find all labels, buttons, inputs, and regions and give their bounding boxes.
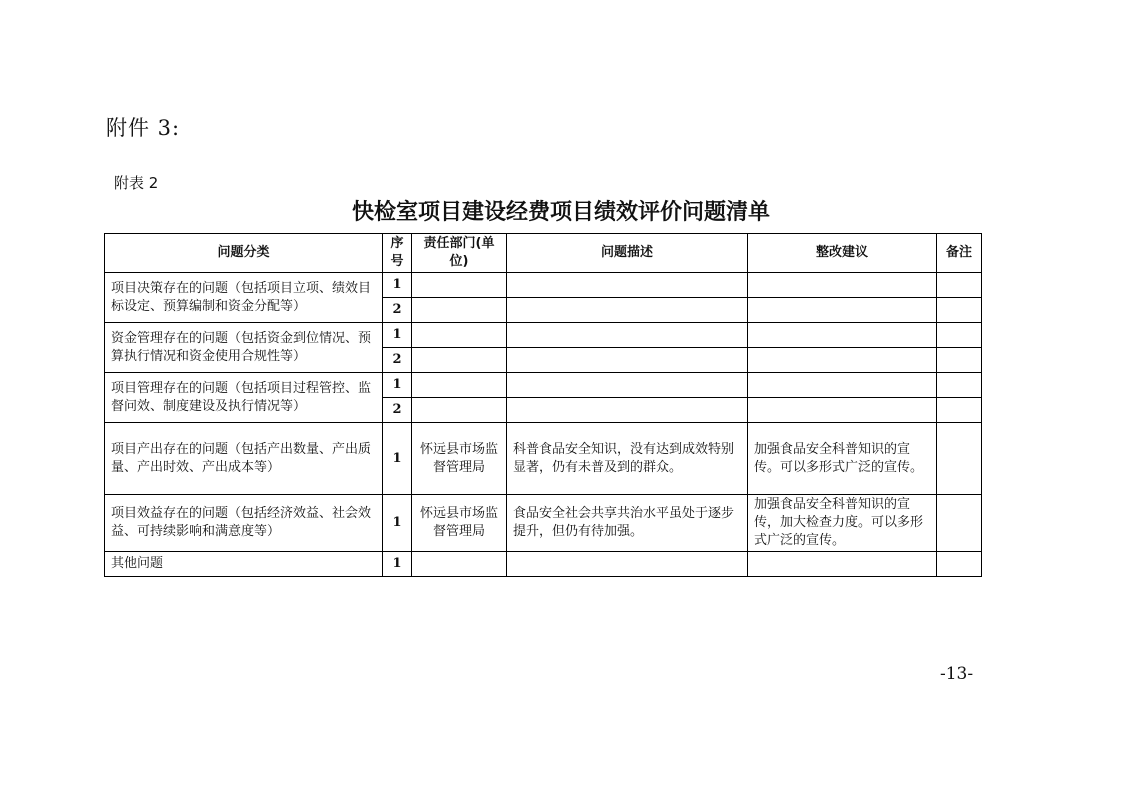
category-cell: 项目决策存在的问题（包括项目立项、绩效目标设定、预算编制和资金分配等） [105,273,383,323]
description-cell [507,348,748,373]
subtable-label: 附表 2 [114,174,159,192]
seq-cell: 2 [383,348,412,373]
seq-cell: 1 [383,323,412,348]
suggestion-cell [748,298,937,323]
dept-cell: 怀远县市场监督管理局 [412,495,507,552]
dept-cell [412,273,507,298]
category-cell: 项目产出存在的问题（包括产出数量、产出质量、产出时效、产出成本等） [105,423,383,495]
seq-cell: 1 [383,423,412,495]
category-cell: 其他问题 [105,552,383,577]
dept-cell [412,373,507,398]
description-cell [507,552,748,577]
remarks-cell [937,373,982,398]
table-row [105,373,982,398]
suggestion-cell [748,552,937,577]
description-cell: 食品安全社会共享共治水平虽处于逐步提升，但仍有待加强。 [507,495,748,552]
suggestion-cell [748,373,937,398]
suggestion-cell [748,398,937,423]
suggestion-cell [748,323,937,348]
seq-cell: 1 [383,273,412,298]
table-row [105,423,982,495]
table-row [105,552,982,577]
remarks-cell [937,298,982,323]
dept-cell [412,398,507,423]
header-seq: 序号 [383,234,412,273]
remarks-cell [937,495,982,552]
remarks-cell [937,273,982,298]
header-category: 问题分类 [105,234,383,273]
remarks-cell [937,323,982,348]
category-cell: 资金管理存在的问题（包括资金到位情况、预算执行情况和资金使用合规性等） [105,323,383,373]
page-number: -13- [940,664,974,684]
table-row [105,273,982,298]
remarks-cell [937,552,982,577]
seq-cell: 2 [383,298,412,323]
table-header-row [105,234,982,273]
dept-cell: 怀远县市场监督管理局 [412,423,507,495]
description-cell: 科普食品安全知识，没有达到成效特别显著，仍有未普及到的群众。 [507,423,748,495]
suggestion-cell: 加强食品安全科普知识的宣传，加大检查力度。可以多形式广泛的宣传。 [748,495,937,552]
table-row [105,495,982,552]
seq-cell: 2 [383,398,412,423]
header-remarks: 备注 [937,234,982,273]
header-description: 问题描述 [507,234,748,273]
description-cell [507,273,748,298]
remarks-cell [937,348,982,373]
description-cell [507,398,748,423]
description-cell [507,298,748,323]
category-cell: 项目管理存在的问题（包括项目过程管控、监督问效、制度建设及执行情况等） [105,373,383,423]
description-cell [507,373,748,398]
seq-cell: 1 [383,495,412,552]
issue-list-table [104,233,982,577]
suggestion-cell: 加强食品安全科普知识的宣传。可以多形式广泛的宣传。 [748,423,937,495]
dept-cell [412,323,507,348]
suggestion-cell [748,348,937,373]
seq-cell: 1 [383,373,412,398]
remarks-cell [937,423,982,495]
suggestion-cell [748,273,937,298]
dept-cell [412,348,507,373]
description-cell [507,323,748,348]
table-row [105,323,982,348]
dept-cell [412,552,507,577]
remarks-cell [937,398,982,423]
dept-cell [412,298,507,323]
attachment-label: 附件 3: [106,116,181,140]
seq-cell: 1 [383,552,412,577]
category-cell: 项目效益存在的问题（包括经济效益、社会效益、可持续影响和满意度等） [105,495,383,552]
header-suggestion: 整改建议 [748,234,937,273]
document-title: 快检室项目建设经费项目绩效评价问题清单 [351,200,770,225]
header-dept: 责任部门(单位) [412,234,507,273]
